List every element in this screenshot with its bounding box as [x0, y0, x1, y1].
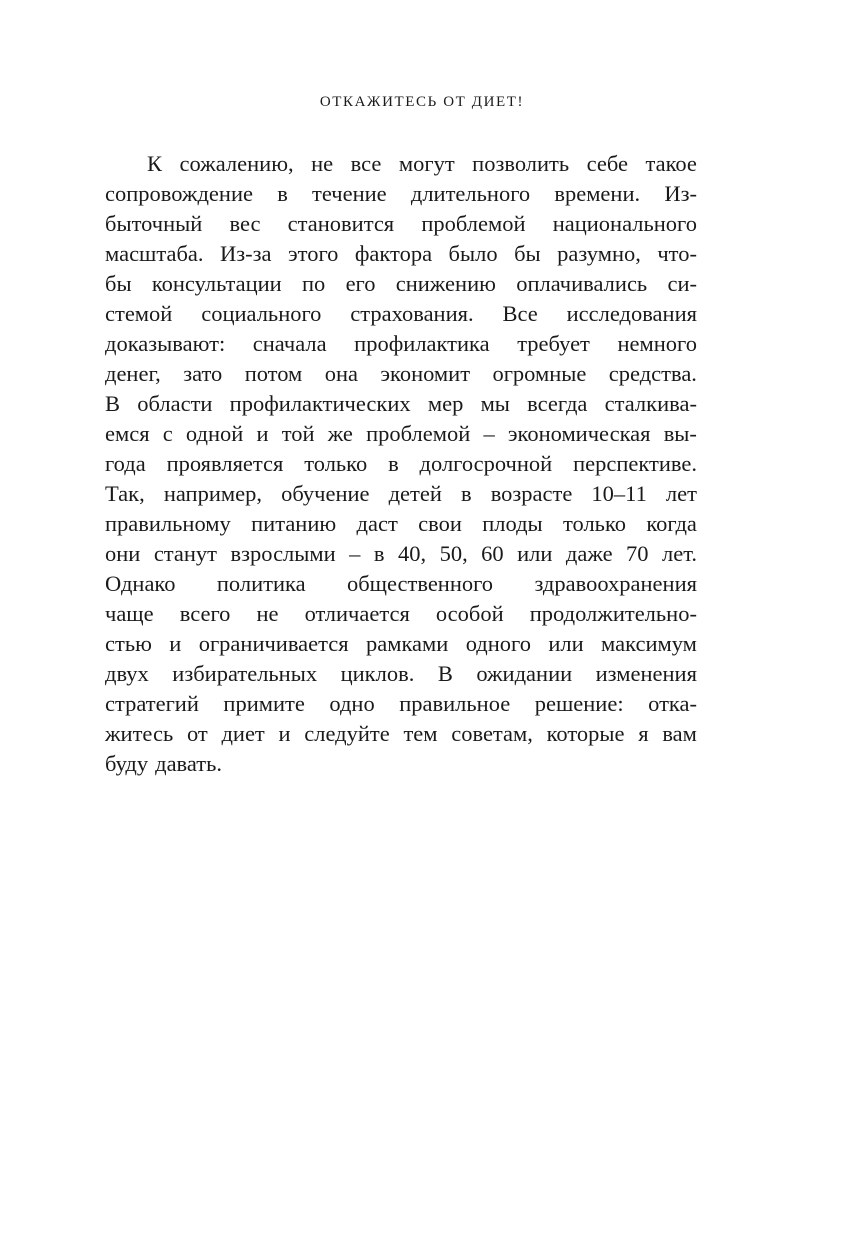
word: вам: [662, 721, 697, 746]
word: потом: [244, 361, 303, 386]
word: ограничивается: [198, 631, 349, 656]
word: становится: [287, 211, 395, 236]
word: бы: [514, 241, 541, 266]
word: или: [548, 631, 584, 656]
word: мер: [427, 391, 464, 416]
word: разумно,: [557, 241, 641, 266]
word: она: [324, 361, 358, 386]
word: –: [349, 541, 361, 566]
text-line: [105, 659, 697, 689]
word: вы-: [663, 421, 697, 446]
word: мы: [480, 391, 510, 416]
word: сначала: [252, 331, 327, 356]
word: правильное: [399, 691, 511, 716]
word: стью: [105, 631, 152, 656]
word: немного: [617, 331, 697, 356]
word: требует: [517, 331, 590, 356]
text-line: [105, 539, 697, 569]
word: всего: [179, 601, 231, 626]
word: бы: [105, 271, 132, 296]
word: обучение: [281, 481, 370, 506]
text-line: [105, 209, 697, 239]
word: что-: [657, 241, 697, 266]
word: от: [186, 721, 208, 746]
word: времени.: [554, 181, 641, 206]
word: Из-: [664, 181, 697, 206]
word: продолжительно-: [529, 601, 697, 626]
text-line: [105, 359, 697, 389]
word: правильному: [105, 511, 231, 536]
word: следуйте: [304, 721, 390, 746]
word: лет: [665, 481, 697, 506]
word: изменения: [595, 661, 697, 686]
word: Так,: [105, 481, 145, 506]
word: детей: [388, 481, 442, 506]
word: 10–11: [591, 481, 647, 506]
word: или: [517, 541, 553, 566]
text-line: [105, 689, 697, 719]
word: вес: [229, 211, 261, 236]
word: Однако: [105, 571, 176, 596]
word: в: [460, 481, 472, 506]
word: я: [638, 721, 649, 746]
word: взрослыми: [230, 541, 336, 566]
word: стемой: [105, 301, 173, 326]
word: которые: [546, 721, 625, 746]
word: житесь: [105, 721, 174, 746]
word: такое: [645, 151, 697, 176]
word: могут: [398, 151, 455, 176]
text-line: [105, 299, 697, 329]
word: 70: [626, 541, 649, 566]
text-line: [105, 269, 697, 299]
word: области: [137, 391, 213, 416]
word: фактора: [354, 241, 433, 266]
word: 40,: [397, 541, 427, 566]
word: снижению: [395, 271, 496, 296]
word: примите: [223, 691, 305, 716]
running-head: ОТКАЖИТЕСЬ ОТ ДИЕТ!: [319, 94, 525, 110]
word: избирательных: [172, 661, 318, 686]
word: питанию: [251, 511, 337, 536]
word: когда: [646, 511, 697, 536]
word: сожалению,: [179, 151, 294, 176]
word: одно: [329, 691, 375, 716]
word: особой: [435, 601, 504, 626]
word: всегда: [527, 391, 588, 416]
word: экономическая: [507, 421, 651, 446]
word: решение:: [534, 691, 624, 716]
word: года: [105, 451, 146, 476]
word: Все: [502, 301, 538, 326]
word: К: [147, 151, 163, 176]
body-paragraph: [105, 149, 697, 779]
word: консультации: [151, 271, 282, 296]
word: одного: [465, 631, 531, 656]
word: по: [302, 271, 326, 296]
word: общественного: [346, 571, 494, 596]
word: давать.: [155, 751, 223, 776]
word: советам,: [451, 721, 533, 746]
text-line: [105, 719, 697, 749]
text-line: [105, 389, 697, 419]
word: плоды: [482, 511, 543, 536]
text-line: [105, 479, 697, 509]
text-line: [105, 419, 697, 449]
text-line: [105, 749, 697, 779]
word: доказывают:: [105, 331, 226, 356]
word: денег,: [105, 361, 161, 386]
word: себе: [586, 151, 629, 176]
text-line: [105, 239, 697, 269]
word: только: [562, 511, 626, 536]
word: си-: [667, 271, 697, 296]
word: лет.: [662, 541, 697, 566]
word: Из-за: [220, 241, 272, 266]
word: сопровождение: [105, 181, 253, 206]
word: профилактика: [354, 331, 490, 356]
word: возрасте: [490, 481, 573, 506]
word: здравоохранения: [534, 571, 697, 596]
word: в: [277, 181, 288, 206]
word: проблемой: [366, 421, 471, 446]
word: национального: [552, 211, 697, 236]
word: оплачивались: [516, 271, 648, 296]
word: профилактических: [229, 391, 411, 416]
word: ожидании: [476, 661, 573, 686]
word: не: [311, 151, 334, 176]
word: этого: [288, 241, 339, 266]
word: станут: [153, 541, 218, 566]
word: перспективе.: [573, 451, 697, 476]
word: долгосрочной: [419, 451, 553, 476]
text-line: [105, 629, 697, 659]
word: той: [281, 421, 315, 446]
word: политика: [216, 571, 306, 596]
word: двух: [105, 661, 149, 686]
text-line: [105, 569, 697, 599]
word: чаще: [105, 601, 154, 626]
word: быточный: [105, 211, 203, 236]
word: зато: [183, 361, 223, 386]
word: тем: [403, 721, 438, 746]
word: страхования.: [350, 301, 474, 326]
text-line: [105, 509, 697, 539]
word: даст: [356, 511, 398, 536]
word: например,: [163, 481, 262, 506]
word: рамками: [365, 631, 449, 656]
word: буду: [105, 751, 149, 776]
word: в: [388, 451, 399, 476]
word: не: [256, 601, 279, 626]
word: –: [483, 421, 495, 446]
word: В: [105, 391, 121, 416]
word: свои: [418, 511, 462, 536]
word: сталкива-: [604, 391, 697, 416]
word: же: [327, 421, 353, 446]
word: В: [437, 661, 453, 686]
word: экономит: [380, 361, 471, 386]
word: отличается: [304, 601, 410, 626]
word: было: [448, 241, 498, 266]
word: исследования: [566, 301, 697, 326]
word: емся: [105, 421, 150, 446]
word: масштаба.: [105, 241, 204, 266]
word: позволить: [472, 151, 570, 176]
word: стратегий: [105, 691, 199, 716]
word: и: [256, 421, 269, 446]
text-line: [105, 179, 697, 209]
word: диет: [221, 721, 265, 746]
word: течение: [312, 181, 387, 206]
text-line: [105, 149, 697, 179]
word: максимум: [601, 631, 697, 656]
word: они: [105, 541, 141, 566]
word: и: [169, 631, 182, 656]
word: отка-: [648, 691, 697, 716]
word: огромные: [492, 361, 587, 386]
word: 60: [481, 541, 504, 566]
word: его: [345, 271, 376, 296]
word: даже: [565, 541, 613, 566]
text-line: [105, 599, 697, 629]
word: средства.: [608, 361, 697, 386]
text-line: [105, 449, 697, 479]
word: и: [278, 721, 291, 746]
word: 50,: [439, 541, 468, 566]
word: только: [304, 451, 368, 476]
word: проблемой: [421, 211, 526, 236]
word: социального: [201, 301, 322, 326]
word: одной: [185, 421, 244, 446]
word: в: [373, 541, 385, 566]
word: длительного: [410, 181, 531, 206]
word: проявляется: [166, 451, 284, 476]
word: с: [162, 421, 173, 446]
text-line: [105, 329, 697, 359]
word: все: [350, 151, 382, 176]
word: циклов.: [340, 661, 415, 686]
